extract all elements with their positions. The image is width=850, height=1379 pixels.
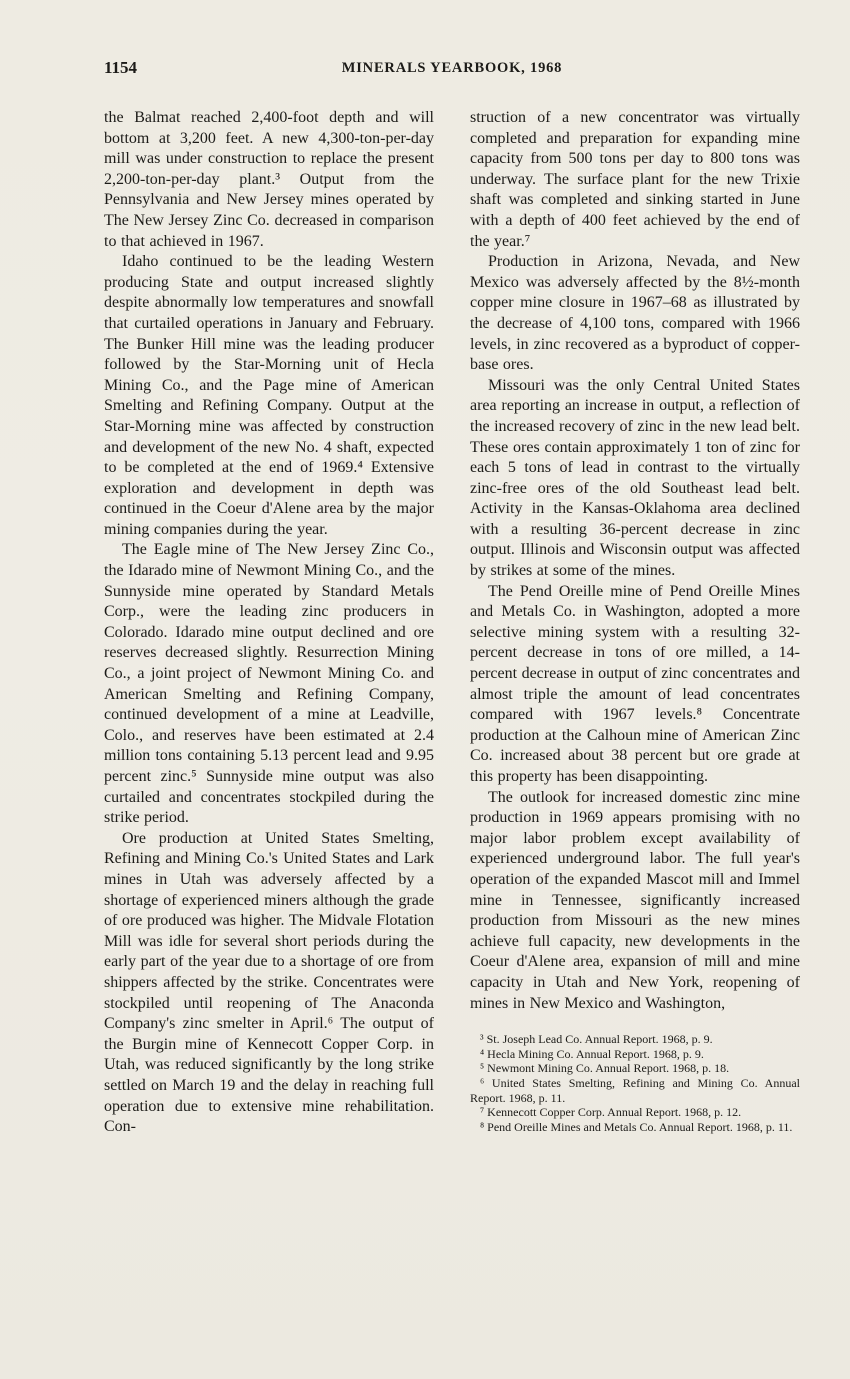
body-paragraph-right-1: struction of a new concentrator was virtually completed and preparation for expanding mine capacity from 500 tons per day to 800 tons was underway. The surface plant for the new Trixie shaft was completed and sinking started in June with a depth of 400 feet achieved by the end of the year.⁷ [470,109,800,250]
footnote-4: ⁴ Hecla Mining Co. Annual Report. 1968, p. 9. [480,1046,704,1061]
footnote-8: ⁸ Pend Oreille Mines and Metals Co. Annual Report. 1968, p. 11. [480,1119,793,1134]
right-column [470,108,800,1138]
left-column [104,108,434,1138]
body-paragraph-left-1: the Balmat reached 2,400-foot depth and will bottom at 3,200 feet. A new 4,300-ton-per-day mill was under construction to replace the present 2,200-ton-per-day plant.³ Output from the Pennsylvania and New Jersey mines operated by The New Jersey Zinc Co. decreased in comparison to that achieved in 1967. [104,109,434,250]
footnotes-section [470,1032,800,1134]
footnote-7: ⁷ Kennecott Copper Corp. Annual Report. 1968, p. 12. [480,1105,742,1120]
body-paragraph-right-5: The outlook for increased domestic zinc mine production in 1969 appears promising with no major labor problem except availability of experienced underground labor. The full year's operation of the expanded Mascot mill and Immel mine in Tennessee, significantly increased production from Missouri as the new mines achieve full capacity, new developments in the Coeur d'Alene area, expansion of mill and mine capacity in Utah and New York, reopening of mines in New Mexico and Washington, [470,788,800,1012]
page-header-title: MINERALS YEARBOOK, 1968 [341,60,563,76]
text-columns [104,108,800,1138]
body-paragraph-left-2: Idaho continued to be the leading Western producing State and output increased slightly despite abnormally low temperatures and snowfall that curtailed operations in January and February. The Bunker Hill mine was the leading producer followed by the Star-Morning unit of Hecla Mining Co., and the Page mine of American Smelting and Refining Company. Output at the Star-Morning mine was affected by construction and development of the new No. 4 shaft, expected to be completed at the end of 1969.⁴ Extensive exploration and development in depth was continued in the Coeur d'Alene area by the major mining companies during the year. [104,253,434,538]
footnote-6: ⁶ United States Smelting, Refining and Mining Co. Annual Report. 1968, p. 11. [470,1075,800,1105]
body-paragraph-right-2: Production in Arizona, Nevada, and New Mexico was adversely affected by the 8½-month copper mine closure in 1967–68 as illustrated by the decrease of 4,100 tons, compared with 1966 levels, in zinc recovered as a byproduct of copper-base ores. [470,253,800,374]
footnote-3: ³ St. Joseph Lead Co. Annual Report. 1968, p. 9. [480,1032,713,1047]
page-number: 1154 [104,58,138,77]
body-paragraph-left-3: The Eagle mine of The New Jersey Zinc Co., the Idarado mine of Newmont Mining Co., and the Sunnyside mine operated by Standard Metals Corp., were the leading zinc producers in Colorado. Idarado mine output declined and ore reserves decreased slightly. Resurrection Mining Co., a joint project of Newmont Mining Co. and American Smelting and Refining Company, continued development of a mine at Leadville, Colo., and reserves have been estimated at 2.4 million tons containing 5.13 percent lead and 9.95 percent zinc.⁵ Sunnyside mine output was also curtailed and concentrates stockpiled during the strike period. [104,541,434,827]
body-paragraph-left-4: Ore production at United States Smelting, Refining and Mining Co.'s United States and Lark mines in Utah was adversely affected by a shortage of experienced miners although the grade of ore produced was higher. The Midvale Flotation Mill was idle for several short periods during the early part of the year due to a shortage of ore from shippers affected by the strike. Concentrates were stockpiled until reopening of The Anaconda Company's zinc smelter in April.⁶ The output of the Burgin mine of Kennecott Copper Corp. in Utah, was reduced significantly by the long strike settled on March 19 and the delay in reaching full operation due to extensive mine rehabilitation. Con- [104,829,434,1136]
footnote-5: ⁵ Newmont Mining Co. Annual Report. 1968, p. 18. [480,1061,730,1076]
page-header [104,58,800,80]
body-paragraph-right-4: The Pend Oreille mine of Pend Oreille Mines and Metals Co. in Washington, adopted a more selective mining system with a resulting 32-percent decrease in tons of ore milled, a 14-percent decrease in output of zinc concentrates and almost triple the amount of lead concentrates compared with 1967 levels.⁸ Concentrate production at the Calhoun mine of American Zinc Co. increased about 38 percent but ore grade at this property has been disappointing. [470,582,801,785]
body-paragraph-right-3: Missouri was the only Central United States area reporting an increase in output, a reflection of the increased recovery of zinc in the new lead belt. These ores contain approximately 1 ton of zinc for each 5 tons of lead in contrast to the virtually zinc-free ores of the old Southeast lead belt. Activity in the Kansas-Oklahoma area declined with a resulting 36-percent decrease in zinc output. Illinois and Wisconsin output was affected by strikes at some of the mines. [470,376,800,580]
